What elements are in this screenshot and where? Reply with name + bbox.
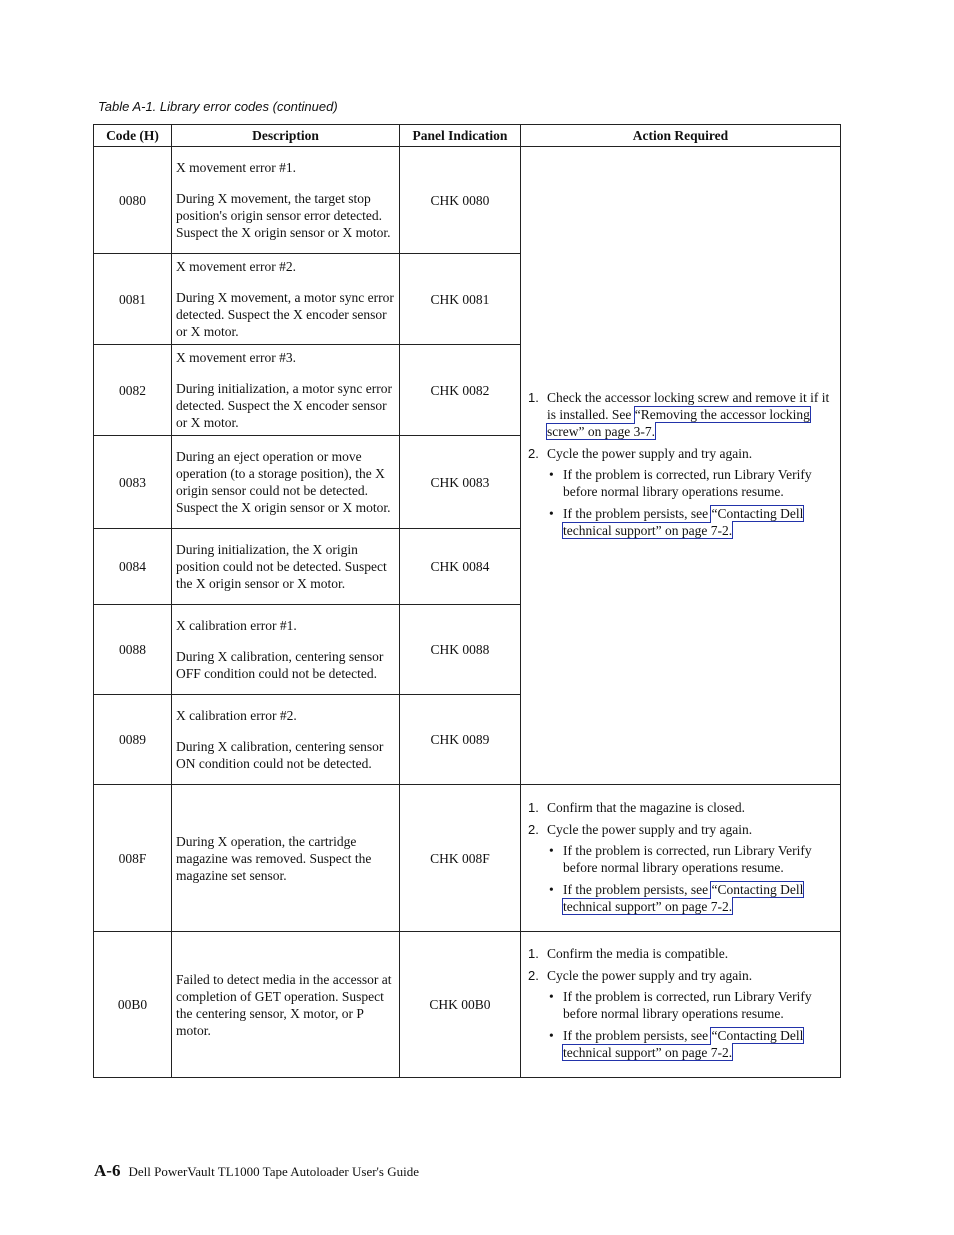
step-text: Check the accessor locking screw and remove it if it is installed. See <box>547 390 830 422</box>
description-title: X movement error #3. <box>176 350 296 365</box>
page-number: A-6 <box>94 1161 121 1180</box>
error-description <box>172 254 400 345</box>
error-description <box>172 529 400 605</box>
description-body: During X calibration, centering sensor OFF condition could not be detected. <box>176 649 384 681</box>
sub-step <box>547 842 836 876</box>
sub-step-text: If the problem persists, see <box>563 506 712 521</box>
description-title: X calibration error #1. <box>176 618 297 633</box>
document-title: Dell PowerVault TL1000 Tape Autoloader User's Guide <box>128 1164 419 1179</box>
bullet-icon: • <box>549 989 554 1004</box>
action-required <box>521 147 841 785</box>
sub-step <box>547 988 836 1022</box>
sub-step <box>547 466 836 500</box>
description-body: During an eject operation or move operation (to a storage position), the X origin sensor could not be detected. Suspect the X origin sensor or X motor. <box>176 449 391 515</box>
action-required <box>521 932 841 1078</box>
bullet-icon: • <box>549 467 554 482</box>
action-steps <box>525 799 836 915</box>
sub-step-text: If the problem persists, see <box>563 881 712 897</box>
panel-indication: CHK 0089 <box>400 695 521 785</box>
action-step <box>525 821 836 915</box>
action-step <box>525 445 836 539</box>
sub-step <box>547 881 836 915</box>
error-code: 0083 <box>94 436 172 529</box>
step-text: Cycle the power supply and try again. <box>547 968 753 983</box>
sub-step <box>547 505 836 539</box>
sub-step-text: If the problem is corrected, run Library Verify before normal library operations resume. <box>563 842 812 875</box>
removing-locking-screw-link[interactable]: “Removing the accessor locking screw” on page 3-7. <box>547 407 810 439</box>
description-body: During X calibration, centering sensor ON condition could not be detected. <box>176 739 384 771</box>
step-text: Confirm that the magazine is closed. <box>547 799 745 815</box>
description-body: During X operation, the cartridge magazine was removed. Suspect the magazine set sensor. <box>176 833 372 883</box>
panel-indication: CHK 0088 <box>400 605 521 695</box>
step-number: 1. <box>528 390 539 405</box>
description-body: Failed to detect media in the accessor at completion of GET operation. Suspect the centering sensor, X motor, or P motor. <box>176 971 392 1038</box>
header-code: Code (H) <box>94 125 172 147</box>
action-steps <box>525 389 836 539</box>
panel-indication: CHK 008F <box>400 785 521 932</box>
error-code: 0088 <box>94 605 172 695</box>
step-number: 1. <box>528 946 539 961</box>
page-footer <box>94 1161 419 1181</box>
panel-indication: CHK 0084 <box>400 529 521 605</box>
error-code: 00B0 <box>94 932 172 1078</box>
panel-indication: CHK 00B0 <box>400 932 521 1078</box>
table-row <box>94 147 841 254</box>
table-row <box>94 785 841 932</box>
error-code: 0080 <box>94 147 172 254</box>
sub-steps <box>547 466 836 539</box>
panel-indication: CHK 0080 <box>400 147 521 254</box>
description-title: X movement error #2. <box>176 259 296 274</box>
error-description <box>172 785 400 932</box>
step-number: 2. <box>528 446 539 461</box>
error-description <box>172 345 400 436</box>
action-step <box>525 799 836 816</box>
bullet-icon: • <box>549 1028 554 1043</box>
step-text: Confirm the media is compatible. <box>547 946 729 961</box>
action-step <box>525 967 836 1061</box>
sub-step-text: If the problem is corrected, run Library Verify before normal library operations resume. <box>563 467 812 499</box>
error-description <box>172 147 400 254</box>
bullet-icon: • <box>549 842 554 858</box>
sub-step <box>547 1027 836 1061</box>
panel-indication: CHK 0081 <box>400 254 521 345</box>
table-header-row <box>94 125 841 147</box>
error-code: 008F <box>94 785 172 932</box>
error-description <box>172 436 400 529</box>
error-code: 0081 <box>94 254 172 345</box>
description-title: X movement error #1. <box>176 160 296 175</box>
action-required <box>521 785 841 932</box>
error-code: 0082 <box>94 345 172 436</box>
action-step <box>525 945 836 962</box>
error-description <box>172 932 400 1078</box>
step-number: 2. <box>528 968 539 983</box>
bullet-icon: • <box>549 506 554 521</box>
description-body: During X movement, a motor sync error detected. Suspect the X encoder sensor or X motor. <box>176 290 394 339</box>
library-error-codes-table <box>93 124 841 1078</box>
contacting-support-link[interactable]: “Contacting Dell technical support” on page 7-2. <box>563 881 804 914</box>
description-body: During X movement, the target stop position's origin sensor error detected. Suspect the X origin sensor or X motor. <box>176 191 391 240</box>
sub-steps <box>547 842 836 915</box>
action-step <box>525 389 836 440</box>
header-panel: Panel Indication <box>400 125 521 147</box>
table-row <box>94 932 841 1078</box>
description-body: During initialization, the X origin position could not be detected. Suspect the X origin sensor or X motor. <box>176 542 387 591</box>
action-steps <box>525 945 836 1061</box>
description-body: During initialization, a motor sync error detected. Suspect the X encoder sensor or X motor. <box>176 381 392 430</box>
error-description <box>172 605 400 695</box>
sub-step-text: If the problem is corrected, run Library Verify before normal library operations resume. <box>563 989 812 1021</box>
bullet-icon: • <box>549 881 554 897</box>
error-description <box>172 695 400 785</box>
header-action: Action Required <box>521 125 841 147</box>
step-text: Cycle the power supply and try again. <box>547 821 753 837</box>
panel-indication: CHK 0082 <box>400 345 521 436</box>
step-number: 1. <box>528 799 539 815</box>
contacting-support-link[interactable]: “Contacting Dell technical support” on page 7-2. <box>563 1028 804 1060</box>
description-title: X calibration error #2. <box>176 708 297 723</box>
sub-steps <box>547 988 836 1061</box>
header-description: Description <box>172 125 400 147</box>
step-number: 2. <box>528 821 539 837</box>
table-caption: Table A-1. Library error codes (continued) <box>98 99 338 114</box>
error-code: 0084 <box>94 529 172 605</box>
error-code: 0089 <box>94 695 172 785</box>
panel-indication: CHK 0083 <box>400 436 521 529</box>
step-text: Cycle the power supply and try again. <box>547 446 753 461</box>
contacting-support-link[interactable]: “Contacting Dell technical support” on page 7-2. <box>563 506 804 538</box>
sub-step-text: If the problem persists, see <box>563 1028 712 1043</box>
